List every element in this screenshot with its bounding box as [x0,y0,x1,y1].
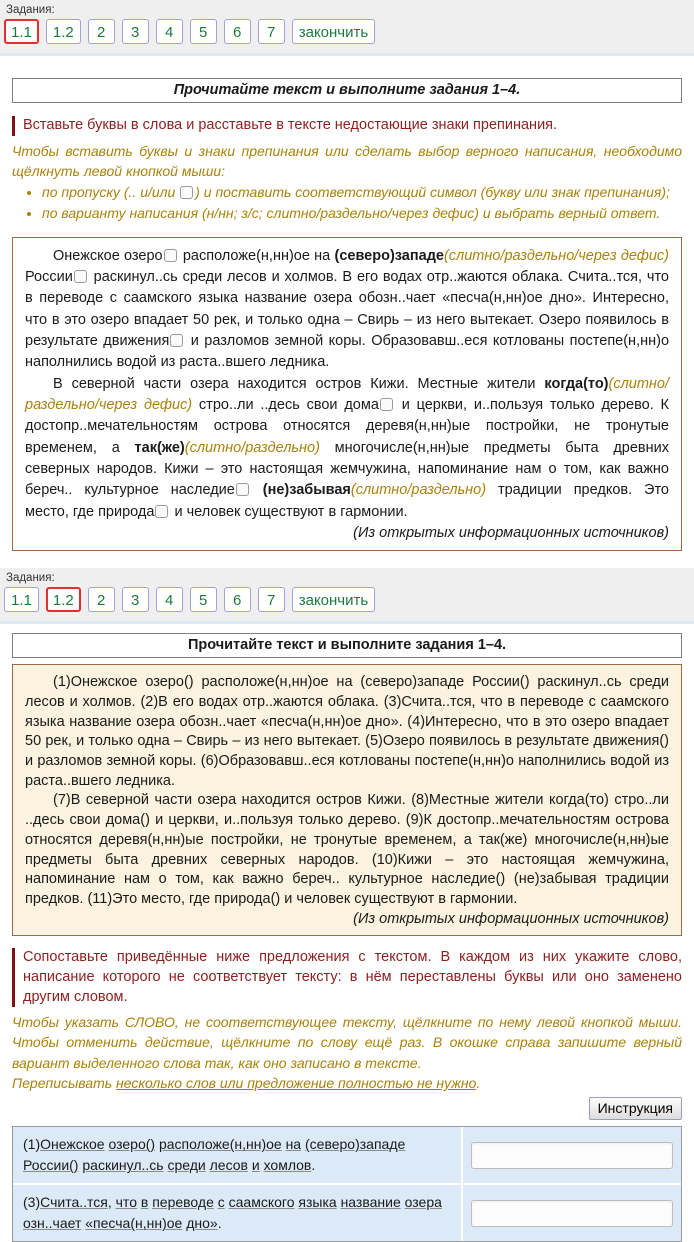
word-token[interactable]: расположе(н,нн)ое [158,1136,282,1153]
task-button-5[interactable]: 5 [190,587,217,612]
task-button-1.1[interactable]: 1.1 [4,587,39,612]
task-button-6[interactable]: 6 [224,587,251,612]
answer-input-2[interactable] [471,1200,673,1227]
word-token[interactable]: озера [404,1194,442,1211]
word-token[interactable]: дно» [186,1215,218,1232]
sentence-row-2: (3)Счита..тся, что в переводе с саамского языка название озера озн..чает «песча(н,нн)ое дно». [13,1185,461,1241]
task-1-hints [12,141,682,224]
word-token[interactable]: озеро() [108,1136,156,1153]
word-token[interactable]: Онежское [40,1136,105,1153]
task-button-2[interactable]: 2 [88,587,115,612]
word-token[interactable]: и [251,1157,260,1174]
word-token[interactable]: с [217,1194,225,1211]
word-token[interactable]: России() [23,1157,79,1174]
instruction-button[interactable]: Инструкция [589,1097,682,1120]
task-buttons-row-2 [4,587,694,612]
paragraph: (1)Онежское озеро() расположе(н,нн)ое на (северо)западе России() раскинул..сь среди лесов и холмов. (2)В его водах отр..жаются облака. (3)Счита..тся, что в переводе с саамского языка название озера обозн..чает «песча(н,нн)ое дно». (4)Интересно, что в это озеро впадает 50 рек, и только одна – Свирь – из него вытекает. (5)Озеро появилось в результате движения() и разломов земной коры. (6)Образовавш..еся котлованы постепе(н,нн)о наполнились водой из раста..вшего ледника. [25,674,669,789]
task-button-закончить[interactable]: закончить [292,19,375,44]
variant-hint: (слитно/раздельно/через дефис) [25,375,669,413]
text-source: (Из открытых информационных источников) [353,910,669,927]
word-token[interactable]: озн..чает [23,1215,82,1232]
hint-paragraph-1: Чтобы указать СЛОВО, не соответствующее тексту, щёлкните по нему левой кнопкой мыши. Чтобы отменить действие, щёлкните по слову ещё раз. В окошке справа запишите верный вариант выделенного слова так, как оно записано в тексте. [12,1014,682,1071]
task-1-prompt: Вставьте буквы в слова и расставьте в тексте недостающие знаки препинания. [12,116,682,136]
word-token[interactable]: хомлов [263,1157,312,1174]
word-token[interactable]: языка [298,1194,337,1211]
task-button-7[interactable]: 7 [258,587,285,612]
gap-box-icon[interactable] [164,249,177,262]
word-token[interactable]: (северо)западе [305,1136,406,1153]
gap-box-icon[interactable] [180,186,193,199]
variant-hint: (слитно/раздельно) [350,482,487,499]
underlined-note: несколько слов или предложение полностью не нужно [116,1075,477,1092]
hint-bullet-1: • по пропуску (.. и/или ) и поставить соответствующий символ (букву или знак препинания); [42,182,682,202]
task-button-5[interactable]: 5 [190,19,217,44]
variant-hint: (слитно/раздельно/через дефис) [443,247,669,264]
task-button-3[interactable]: 3 [122,587,149,612]
task-button-7[interactable]: 7 [258,19,285,44]
word-token[interactable]: «песча(н,нн)ое [85,1215,183,1232]
variant-hint: (слитно/раздельно) [184,439,320,456]
answer-cell-2 [463,1185,681,1241]
task-button-6[interactable]: 6 [224,19,251,44]
gap-box-icon[interactable] [170,334,183,347]
word-token[interactable]: среди [167,1157,206,1174]
word-token[interactable]: саамского [228,1194,295,1211]
tasks-label: Задания: [6,572,55,585]
word-token[interactable]: переводе [152,1194,214,1211]
reading-text-2 [12,664,682,936]
word-token[interactable]: что [115,1194,137,1211]
task-button-1.2[interactable]: 1.2 [46,19,81,44]
gap-box-icon[interactable] [236,483,249,496]
task-nav-1 [0,0,694,56]
word-token[interactable]: на [285,1136,302,1153]
task-button-1.2[interactable]: 1.2 [46,587,81,612]
task-nav-2 [0,568,694,624]
task-2-hints [12,1012,682,1093]
task-button-3[interactable]: 3 [122,19,149,44]
gap-box-icon[interactable] [74,270,87,283]
prompt-red-bar [12,948,15,1007]
spelling-choice-word[interactable]: (не)забывая [262,482,351,499]
answer-cell-1 [463,1127,681,1183]
tasks-label: Задания: [6,4,55,16]
prompt-red-bar [12,116,15,136]
word-token[interactable]: название [340,1194,401,1211]
spelling-choice-word[interactable]: когда(то) [544,375,609,392]
hint-paragraph-2: Переписывать несколько слов или предложение полностью не нужно. [12,1075,481,1092]
spelling-choice-word[interactable]: так(же) [134,439,185,456]
instruction-row [12,1097,682,1120]
paragraph: (7)В северной части озера находится остров Кижи. (8)Местные жители когда(то) стро..ли ..десь свои дома() и церкви, и..пользуя только дерево. (9)К достопр..мечательностям острова относятся деревя(н,нн)ые постройки, не тронутые временем, а так(же) многочисле(н,нн)ые предметы быта древних северных народов. (10)Кижи – это настоящая жемчужина, напоминание нам о том, как важно береч.. культурное наследие() (не)забывая традиции предков. (11)Это место, где природа() и человек существуют в гармонии. [25,792,669,908]
paragraph: В северной части озера находится остров Кижи. Местные жители когда(то)(слитно/раздельно/через дефис) стро..ли ..десь свои дома и церкви, и..пользуя только дерево. К достопр..мечательностям острова относятся деревя(н,нн)ые постройки, не тронутые временем, а так(же)(слитно/раздельно) многочисле(н,нн)ые предметы быта древних северных народов. Кижи – это настоящая жемчужина, напоминание нам о том, как важно береч.. культурное наследие (не)забывая(слитно/раздельно) традиции предков. Это место, где природа и человек существуют в гармонии. [25,375,670,520]
hint-bullet-2: • по варианту написания (н/нн; з/с; слитно/раздельно/через дефис) и выбрать верный ответ. [42,203,682,223]
word-token[interactable]: Счита..тся [40,1194,108,1211]
gap-box-icon[interactable] [380,398,393,411]
task-button-4[interactable]: 4 [156,587,183,612]
section-1 [0,78,694,551]
task-buttons-row-1 [4,19,694,44]
text-source: (Из открытых информационных источников) [353,524,669,541]
gap-box-icon[interactable] [155,505,168,518]
section-2 [0,633,694,1242]
task-button-закончить[interactable]: закончить [292,587,375,612]
spelling-choice-word[interactable]: (северо)западе [334,247,444,264]
task-button-2[interactable]: 2 [88,19,115,44]
paragraph: Онежское озеро расположе(н,нн)ое на (северо)западе(слитно/раздельно/через дефис) России раскинул..сь среди лесов и холмов. В его водах отр..жаются облака. Счита..тся, что в переводе с саамского языка название озера обозн..чает «песча(н,нн)ое дно». Интересно, что в это озеро впадает 50 рек, и только одна – Свирь – из него вытекает. Озеро появилось в результате движения и разломов земной коры. Образовавш..еся котлованы постепе(н,нн)о наполнились водой из раста..вшего ледника. [25,247,670,371]
reading-text-1 [12,237,682,551]
task-button-1.1[interactable]: 1.1 [4,19,39,44]
word-token[interactable]: лесов [209,1157,248,1174]
section-1-header: Прочитайте текст и выполните задания 1–4. [12,78,682,103]
answer-table [12,1126,682,1242]
answer-input-1[interactable] [471,1142,673,1169]
section-2-header: Прочитайте текст и выполните задания 1–4. [12,633,682,658]
word-token[interactable]: раскинул..сь [82,1157,164,1174]
word-token[interactable]: в [140,1194,149,1211]
task-2-prompt: Сопоставьте приведённые ниже предложения с текстом. В каждом из них укажите слово, написание которого не соответствует тексту: в нём переставлены буквы или оно заменено другим словом. [12,948,682,1007]
sentence-row-1: (1)Онежское озеро() расположе(н,нн)ое на (северо)западе России() раскинул..сь среди лесов и хомлов. [13,1127,461,1183]
task-button-4[interactable]: 4 [156,19,183,44]
hint-intro: Чтобы вставить буквы и знаки препинания или сделать выбор верного написания, необходимо щёлкнуть левой кнопкой мыши: [12,142,682,179]
